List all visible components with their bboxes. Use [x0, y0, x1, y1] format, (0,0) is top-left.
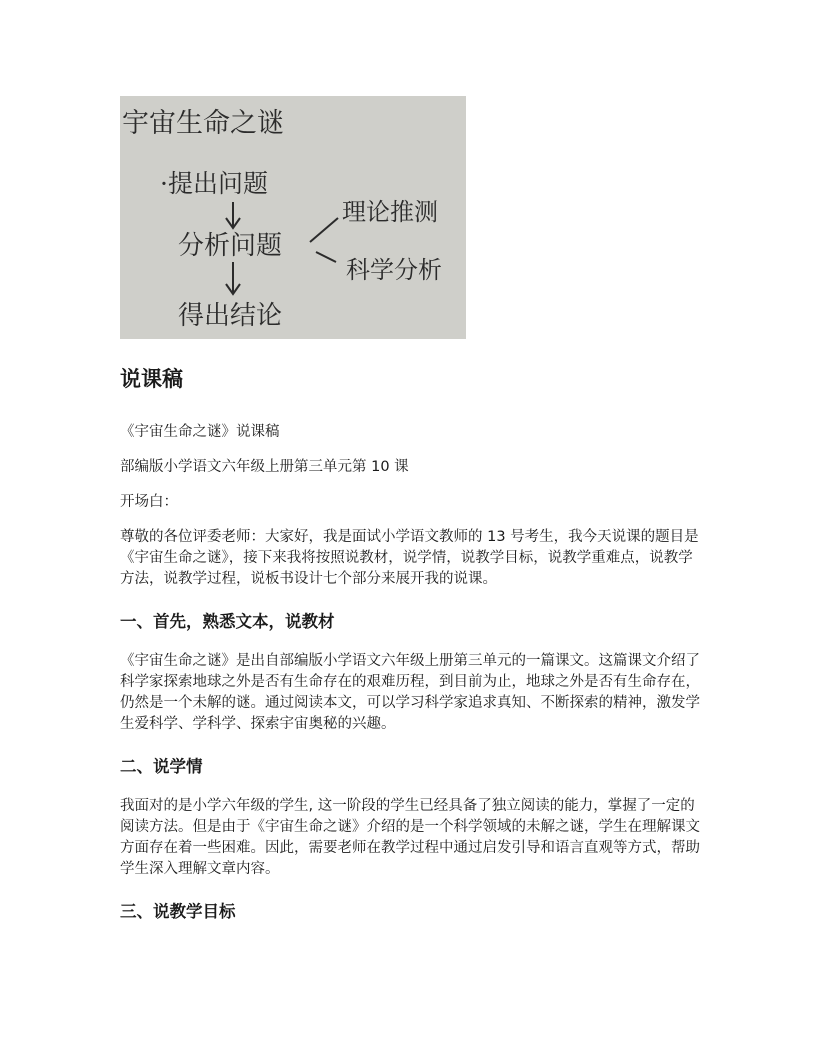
handwritten-diagram-photo	[120, 96, 466, 339]
section-body-textbook: 《宇宙生命之谜》是出自部编版小学语文六年级上册第三单元的一篇课文。这篇课文介绍了科学家探索地球之外是否有生命存在的艰难历程，到目前为止，地球之外是否有生命存在，仍然是一个未解的谜。通过阅读本文，可以学习科学家追求真知、不断探索的精神，激发学生爱科学、学科学、探索宇宙奥秘的兴趣。	[120, 653, 700, 732]
document-title: 说课稿	[120, 367, 183, 391]
section-heading-students: 二、说学情	[120, 757, 203, 776]
opening-paragraph: 尊敬的各位评委老师：大家好，我是面试小学语文教师的 13 号考生，我今天说课的题目是《宇宙生命之谜》，接下来我将按照说教材，说学情，说教学目标，说教学重难点，说教学方法，说教学过程，说板书设计七个部分来展开我的说课。	[120, 529, 699, 587]
document-body	[120, 362, 700, 941]
section-heading-goals: 三、说教学目标	[120, 902, 236, 921]
handwritten-title: 宇宙生命之谜	[122, 108, 284, 139]
handwritten-branch-theory: 理论推测	[342, 198, 438, 226]
branch-line-up	[310, 218, 338, 242]
handwritten-step-conclude: 得出结论	[178, 301, 283, 331]
section-body-students: 我面对的是小学六年级的学生, 这一阶段的学生已经具备了独立阅读的能力，掌握了一定的阅读方法。但是由于《宇宙生命之谜》介绍的是一个科学领域的未解之谜，学生在理解课文方面存在着一些困难。因此，需要老师在教学过程中通过启发引导和语言直观等方式，帮助学生深入理解文章内容。	[120, 798, 700, 877]
handwritten-branch-science: 科学分析	[346, 256, 442, 284]
lesson-title-line: 《宇宙生命之谜》说课稿	[120, 424, 280, 440]
handwritten-step-ask: ·提出问题	[160, 169, 268, 198]
branch-line-down	[316, 252, 336, 262]
section-heading-textbook: 一、首先，熟悉文本，说教材	[120, 612, 335, 631]
lesson-source-line: 部编版小学语文六年级上册第三单元第 10 课	[120, 459, 409, 475]
handwritten-step-analyze: 分析问题	[178, 231, 283, 261]
opening-label: 开场白：	[120, 494, 178, 510]
handwritten-mind-map	[120, 96, 466, 339]
